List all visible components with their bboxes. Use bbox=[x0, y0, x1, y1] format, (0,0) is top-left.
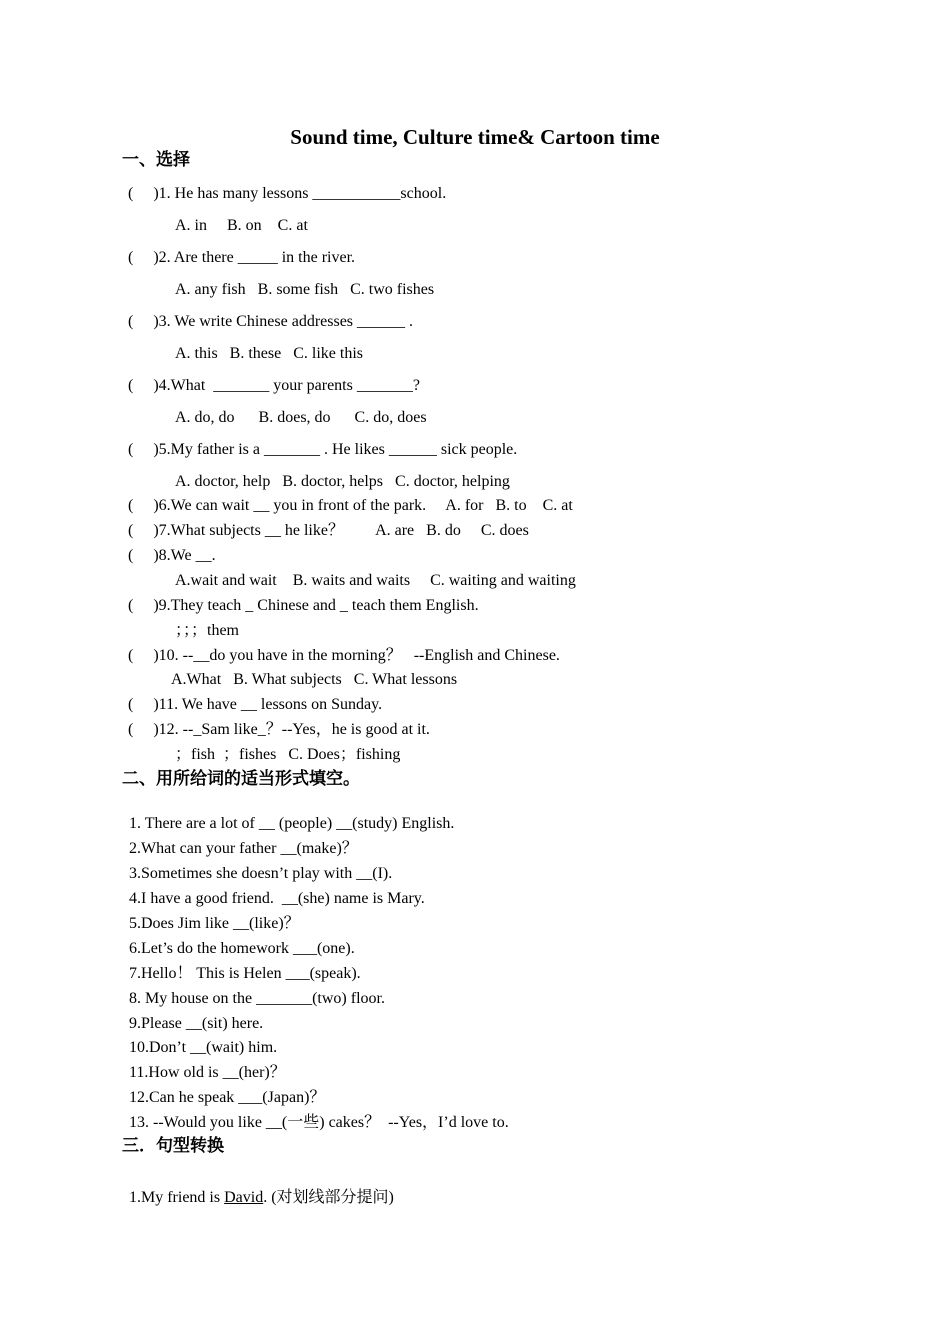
fill-item-9: 9.Please __(sit) here. bbox=[129, 1015, 264, 1032]
fill-item-8: 8. My house on the _______(two) floor. bbox=[129, 990, 385, 1007]
section-2-heading: 二、用所给词的适当形式填空。 bbox=[122, 769, 360, 789]
question-3-options: A. this B. these C. like this bbox=[175, 345, 363, 362]
question-4-options: A. do, do B. does, do C. do, does bbox=[175, 409, 427, 426]
transform-item-1-underlined: David bbox=[224, 1189, 264, 1206]
fill-item-2: 2.What can your father __(make)？ bbox=[129, 840, 358, 857]
fill-item-7: 7.Hello！ This is Helen ___(speak). bbox=[129, 965, 361, 982]
question-6: ( )6.We can wait __ you in front of the park. A. for B. to C. at bbox=[128, 497, 573, 514]
question-11: ( )11. We have __ lessons on Sunday. bbox=[128, 696, 383, 713]
question-2-options: A. any fish B. some fish C. two fishes bbox=[175, 281, 435, 298]
section-1-heading: 一、选择 bbox=[122, 150, 190, 170]
question-1: ( )1. He has many lessons ___________school. bbox=[128, 185, 447, 202]
question-12-options: ；fish ；fishes C. Does；fishing bbox=[175, 746, 401, 763]
question-4: ( )4.What _______ your parents _______? bbox=[128, 377, 420, 394]
question-2: ( )2. Are there _____ in the river. bbox=[128, 249, 356, 266]
question-7: ( )7.What subjects __ he like？ A. are B. do C. does bbox=[128, 522, 529, 539]
question-5: ( )5.My father is a _______ . He likes ______ sick people. bbox=[128, 441, 518, 458]
question-12: ( )12. --_Sam like_？--Yes，he is good at it. bbox=[128, 721, 430, 738]
fill-item-6: 6.Let’s do the homework ___(one). bbox=[129, 940, 355, 957]
transform-item-1 bbox=[129, 1188, 394, 1208]
question-8-options: A.wait and wait B. waits and waits C. waiting and waiting bbox=[175, 572, 576, 589]
fill-item-10: 10.Don’t __(wait) him. bbox=[129, 1039, 278, 1056]
question-8: ( )8.We __. bbox=[128, 547, 216, 564]
fill-item-11: 11.How old is __(her)？ bbox=[129, 1064, 286, 1081]
question-3: ( )3. We write Chinese addresses ______ . bbox=[128, 313, 414, 330]
question-10: ( )10. --__do you have in the morning？ --English and Chinese. bbox=[128, 647, 560, 664]
transform-item-1-prefix: 1.My friend is bbox=[129, 1189, 225, 1206]
fill-item-1: 1. There are a lot of __ (people) __(study) English. bbox=[129, 815, 455, 832]
question-9: ( )9.They teach _ Chinese and _ teach them English. bbox=[128, 597, 479, 614]
transform-item-1-suffix: . (对划线部分提问) bbox=[263, 1189, 394, 1206]
fill-item-4: 4.I have a good friend. __(she) name is Mary. bbox=[129, 890, 425, 907]
question-9-options: ；；；them bbox=[175, 622, 239, 639]
question-5-options: A. doctor, help B. doctor, helps C. doctor, helping bbox=[175, 473, 510, 490]
fill-item-13: 13. --Would you like __(一些) cakes？ --Yes，I’d love to. bbox=[129, 1114, 509, 1131]
page-title: Sound time, Culture time& Cartoon time bbox=[290, 125, 660, 149]
fill-item-12: 12.Can he speak ___(Japan)？ bbox=[129, 1089, 326, 1106]
fill-item-5: 5.Does Jim like __(like)？ bbox=[129, 915, 300, 932]
question-10-options: A.What B. What subjects C. What lessons bbox=[171, 671, 458, 688]
section-3-heading: 三．句型转换 bbox=[122, 1136, 224, 1156]
question-1-options: A. in B. on C. at bbox=[175, 217, 308, 234]
fill-item-3: 3.Sometimes she doesn’t play with __(I). bbox=[129, 865, 393, 882]
